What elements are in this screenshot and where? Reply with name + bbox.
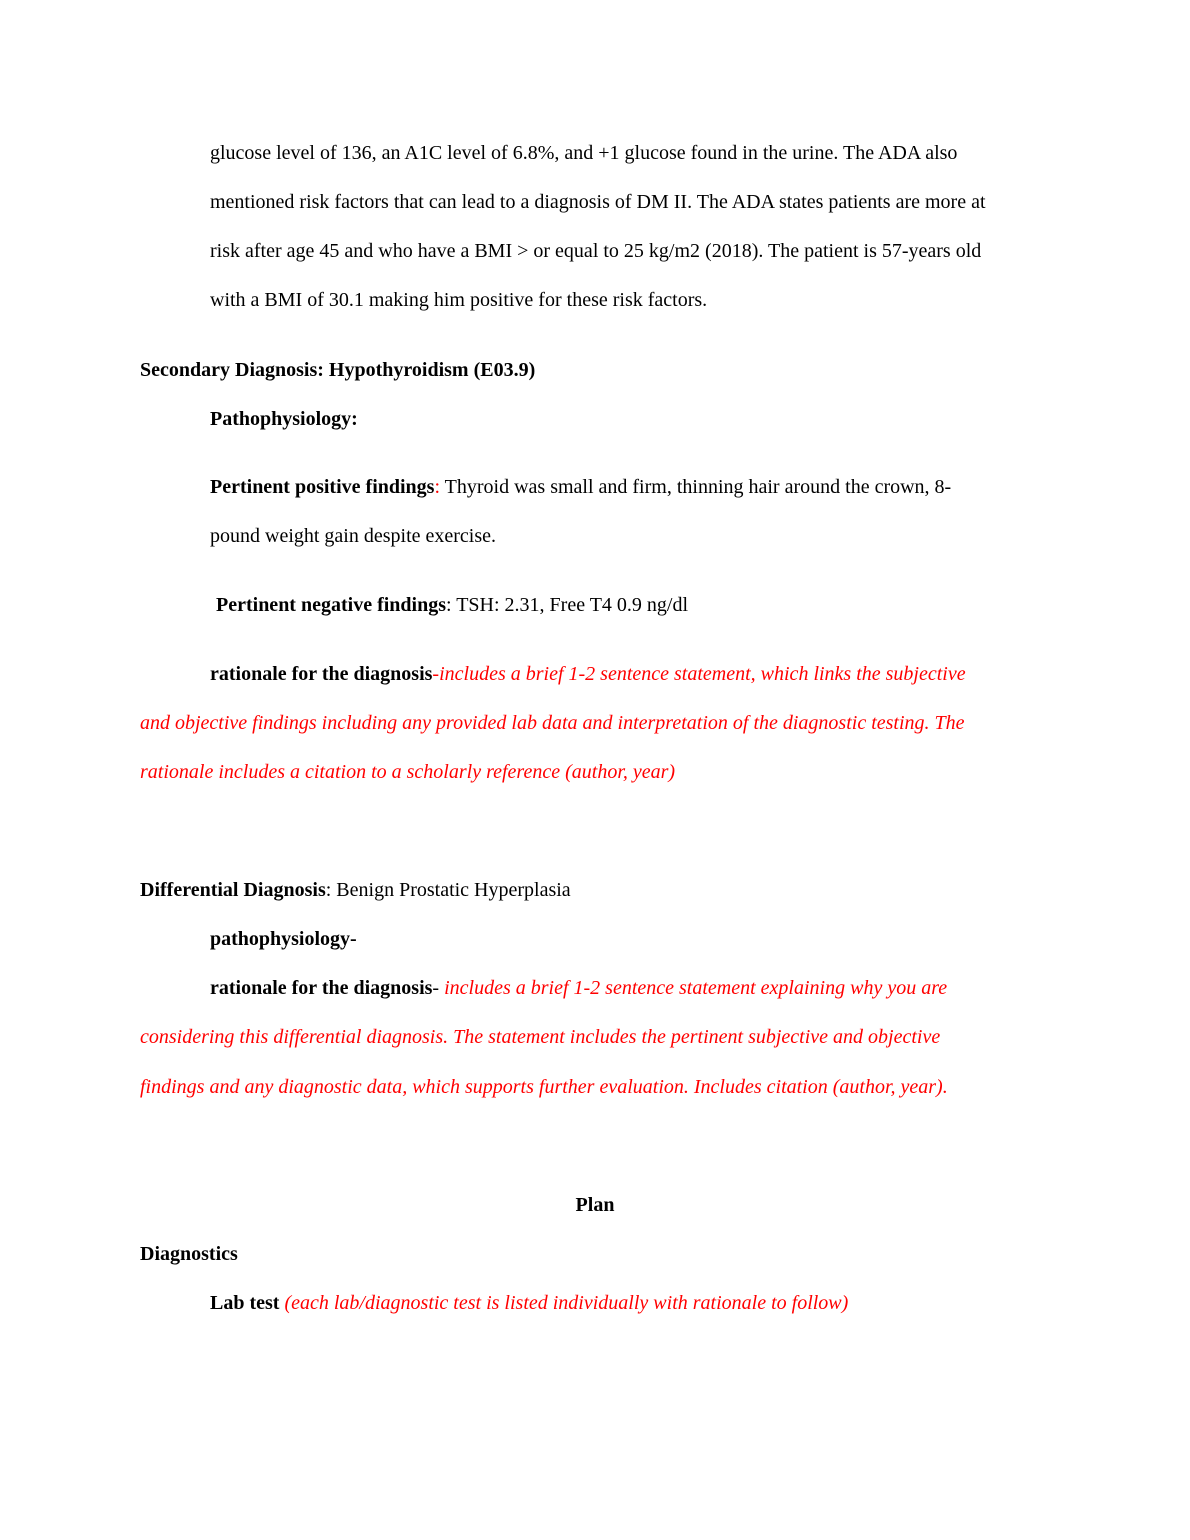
- differential-diagnosis-value: : Benign Prostatic Hyperplasia: [325, 879, 571, 901]
- differential-rationale-label: rationale for the diagnosis: [210, 977, 433, 999]
- secondary-rationale-line-1: [210, 662, 966, 686]
- pertinent-negative-label: Pertinent negative findings: [216, 594, 446, 616]
- diagnostics-heading: Diagnostics: [140, 1243, 238, 1265]
- lab-test-note: (each lab/diagnostic test is listed individually with rationale to follow): [279, 1292, 849, 1314]
- secondary-rationale-label: rationale for the diagnosis: [210, 663, 433, 685]
- pertinent-negative-line: [216, 593, 688, 617]
- differential-rationale-line-3: findings and any diagnostic data, which supports further evaluation. Includes citation (author, year).: [140, 1076, 948, 1098]
- differential-pathophysiology-label: pathophysiology-: [210, 928, 357, 950]
- differential-rationale-line-1: [210, 976, 947, 1000]
- secondary-rationale-line-3: rationale includes a citation to a scholarly reference (author, year): [140, 761, 676, 783]
- secondary-rationale-text-1: -includes a brief 1-2 sentence statement, which links the subjective: [432, 663, 966, 685]
- secondary-rationale-line-2: and objective findings including any provided lab data and interpretation of the diagnostic testing. The: [140, 712, 965, 734]
- pertinent-positive-label: Pertinent positive findings: [210, 476, 435, 498]
- differential-diagnosis-label: Differential Diagnosis: [140, 879, 326, 901]
- differential-diagnosis-line: [140, 878, 571, 902]
- differential-rationale-text-1: includes a brief 1-2 sentence statement explaining why you are: [444, 977, 948, 999]
- pertinent-positive-line-1: [210, 475, 951, 499]
- pertinent-positive-line-2: pound weight gain despite exercise.: [210, 525, 497, 547]
- intro-line-3: risk after age 45 and who have a BMI > or equal to 25 kg/m2 (2018). The patient is 57-years old: [210, 240, 982, 262]
- differential-rationale-line-2: considering this differential diagnosis. The statement includes the pertinent subjective and objective: [140, 1026, 941, 1048]
- secondary-diagnosis-heading: Secondary Diagnosis: Hypothyroidism (E03.9): [140, 359, 536, 381]
- pertinent-positive-text: Thyroid was small and firm, thinning hair around the crown, 8-: [440, 476, 952, 498]
- differential-rationale-dash: -: [432, 977, 445, 999]
- secondary-pathophysiology-label: Pathophysiology:: [210, 408, 358, 430]
- pertinent-negative-text: : TSH: 2.31, Free T4 0.9 ng/dl: [446, 594, 689, 616]
- lab-test-line: [210, 1291, 848, 1315]
- intro-line-4: with a BMI of 30.1 making him positive for these risk factors.: [210, 289, 708, 311]
- plan-title: Plan: [575, 1194, 615, 1216]
- intro-line-1: glucose level of 136, an A1C level of 6.8%, and +1 glucose found in the urine. The ADA also: [210, 142, 958, 164]
- pertinent-positive-colon: :: [434, 476, 441, 498]
- lab-test-label: Lab test: [210, 1292, 280, 1314]
- intro-line-2: mentioned risk factors that can lead to a diagnosis of DM II. The ADA states patients are more at: [210, 191, 986, 213]
